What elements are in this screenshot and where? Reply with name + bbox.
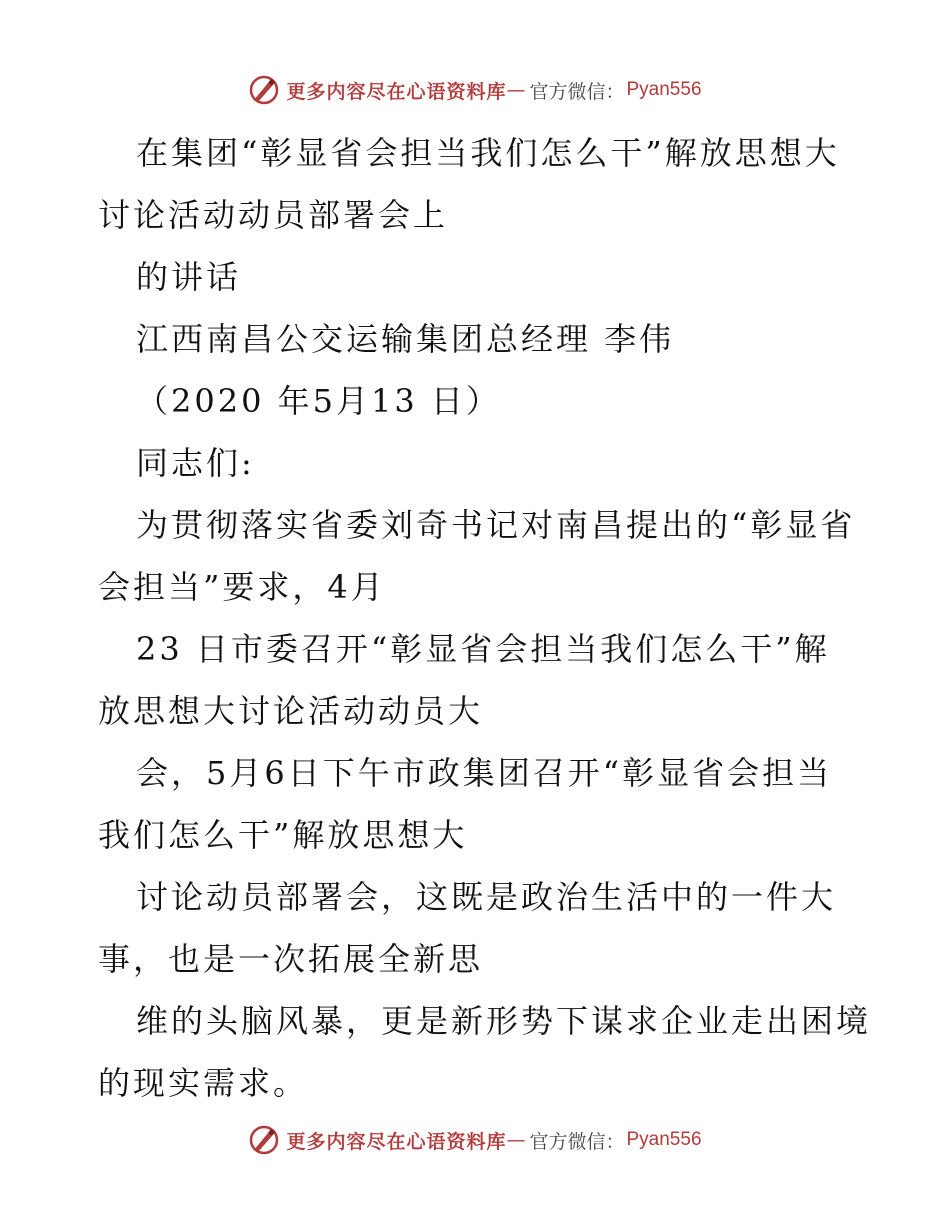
text-line: 在集团“彰显省会担当我们怎么干”解放思想大: [136, 134, 840, 172]
text-line: 维的头脑风暴，更是新形势下谋求企业走出困境: [136, 1002, 872, 1040]
header-banner: [0, 70, 950, 110]
text-line: 为贯彻落实省委刘奇书记对南昌提出的“彰显省: [136, 506, 856, 544]
text-line: 事，也是一次拓展全新思: [98, 940, 484, 978]
text-line: 23 日市委召开“彰显省会担当我们怎么干”解: [136, 630, 830, 668]
text-line: 同志们:: [136, 444, 255, 482]
banner-wechat-label: 官方微信：: [529, 80, 625, 103]
banner-slogan: 更多内容尽在心语资料库: [286, 1130, 507, 1153]
banner-dash: —: [506, 1129, 526, 1151]
banner-slogan: 更多内容尽在心语资料库: [286, 80, 507, 103]
banner-wechat-id: Pyan556: [626, 1129, 702, 1150]
text-line: 的现实需求。: [98, 1064, 309, 1102]
document-body: [98, 122, 872, 1114]
text-line: 会担当”要求，4月: [98, 568, 386, 606]
text-line: 的讲话: [136, 258, 242, 296]
text-line: 讨论动员部署会，这既是政治生活中的一件大: [136, 878, 837, 916]
banner-dash: —: [506, 79, 526, 101]
pen-logo-icon: [248, 1124, 280, 1156]
banner-wechat-label: 官方微信：: [529, 1130, 625, 1153]
text-line: 会，5月6日下午市政集团召开“彰显省会担当: [136, 754, 833, 792]
text-line: 讨论活动动员部署会上: [98, 196, 449, 234]
text-line: 放思想大讨论活动动员大: [98, 692, 484, 730]
text-line: 我们怎么干”解放思想大: [98, 816, 468, 854]
text-line: （2020 年5月13 日）: [136, 382, 501, 420]
footer-banner: [0, 1120, 950, 1160]
pen-logo-icon: [248, 74, 280, 106]
text-line: 江西南昌公交运输集团总经理 李伟: [136, 320, 675, 358]
banner-wechat-id: Pyan556: [626, 79, 702, 100]
